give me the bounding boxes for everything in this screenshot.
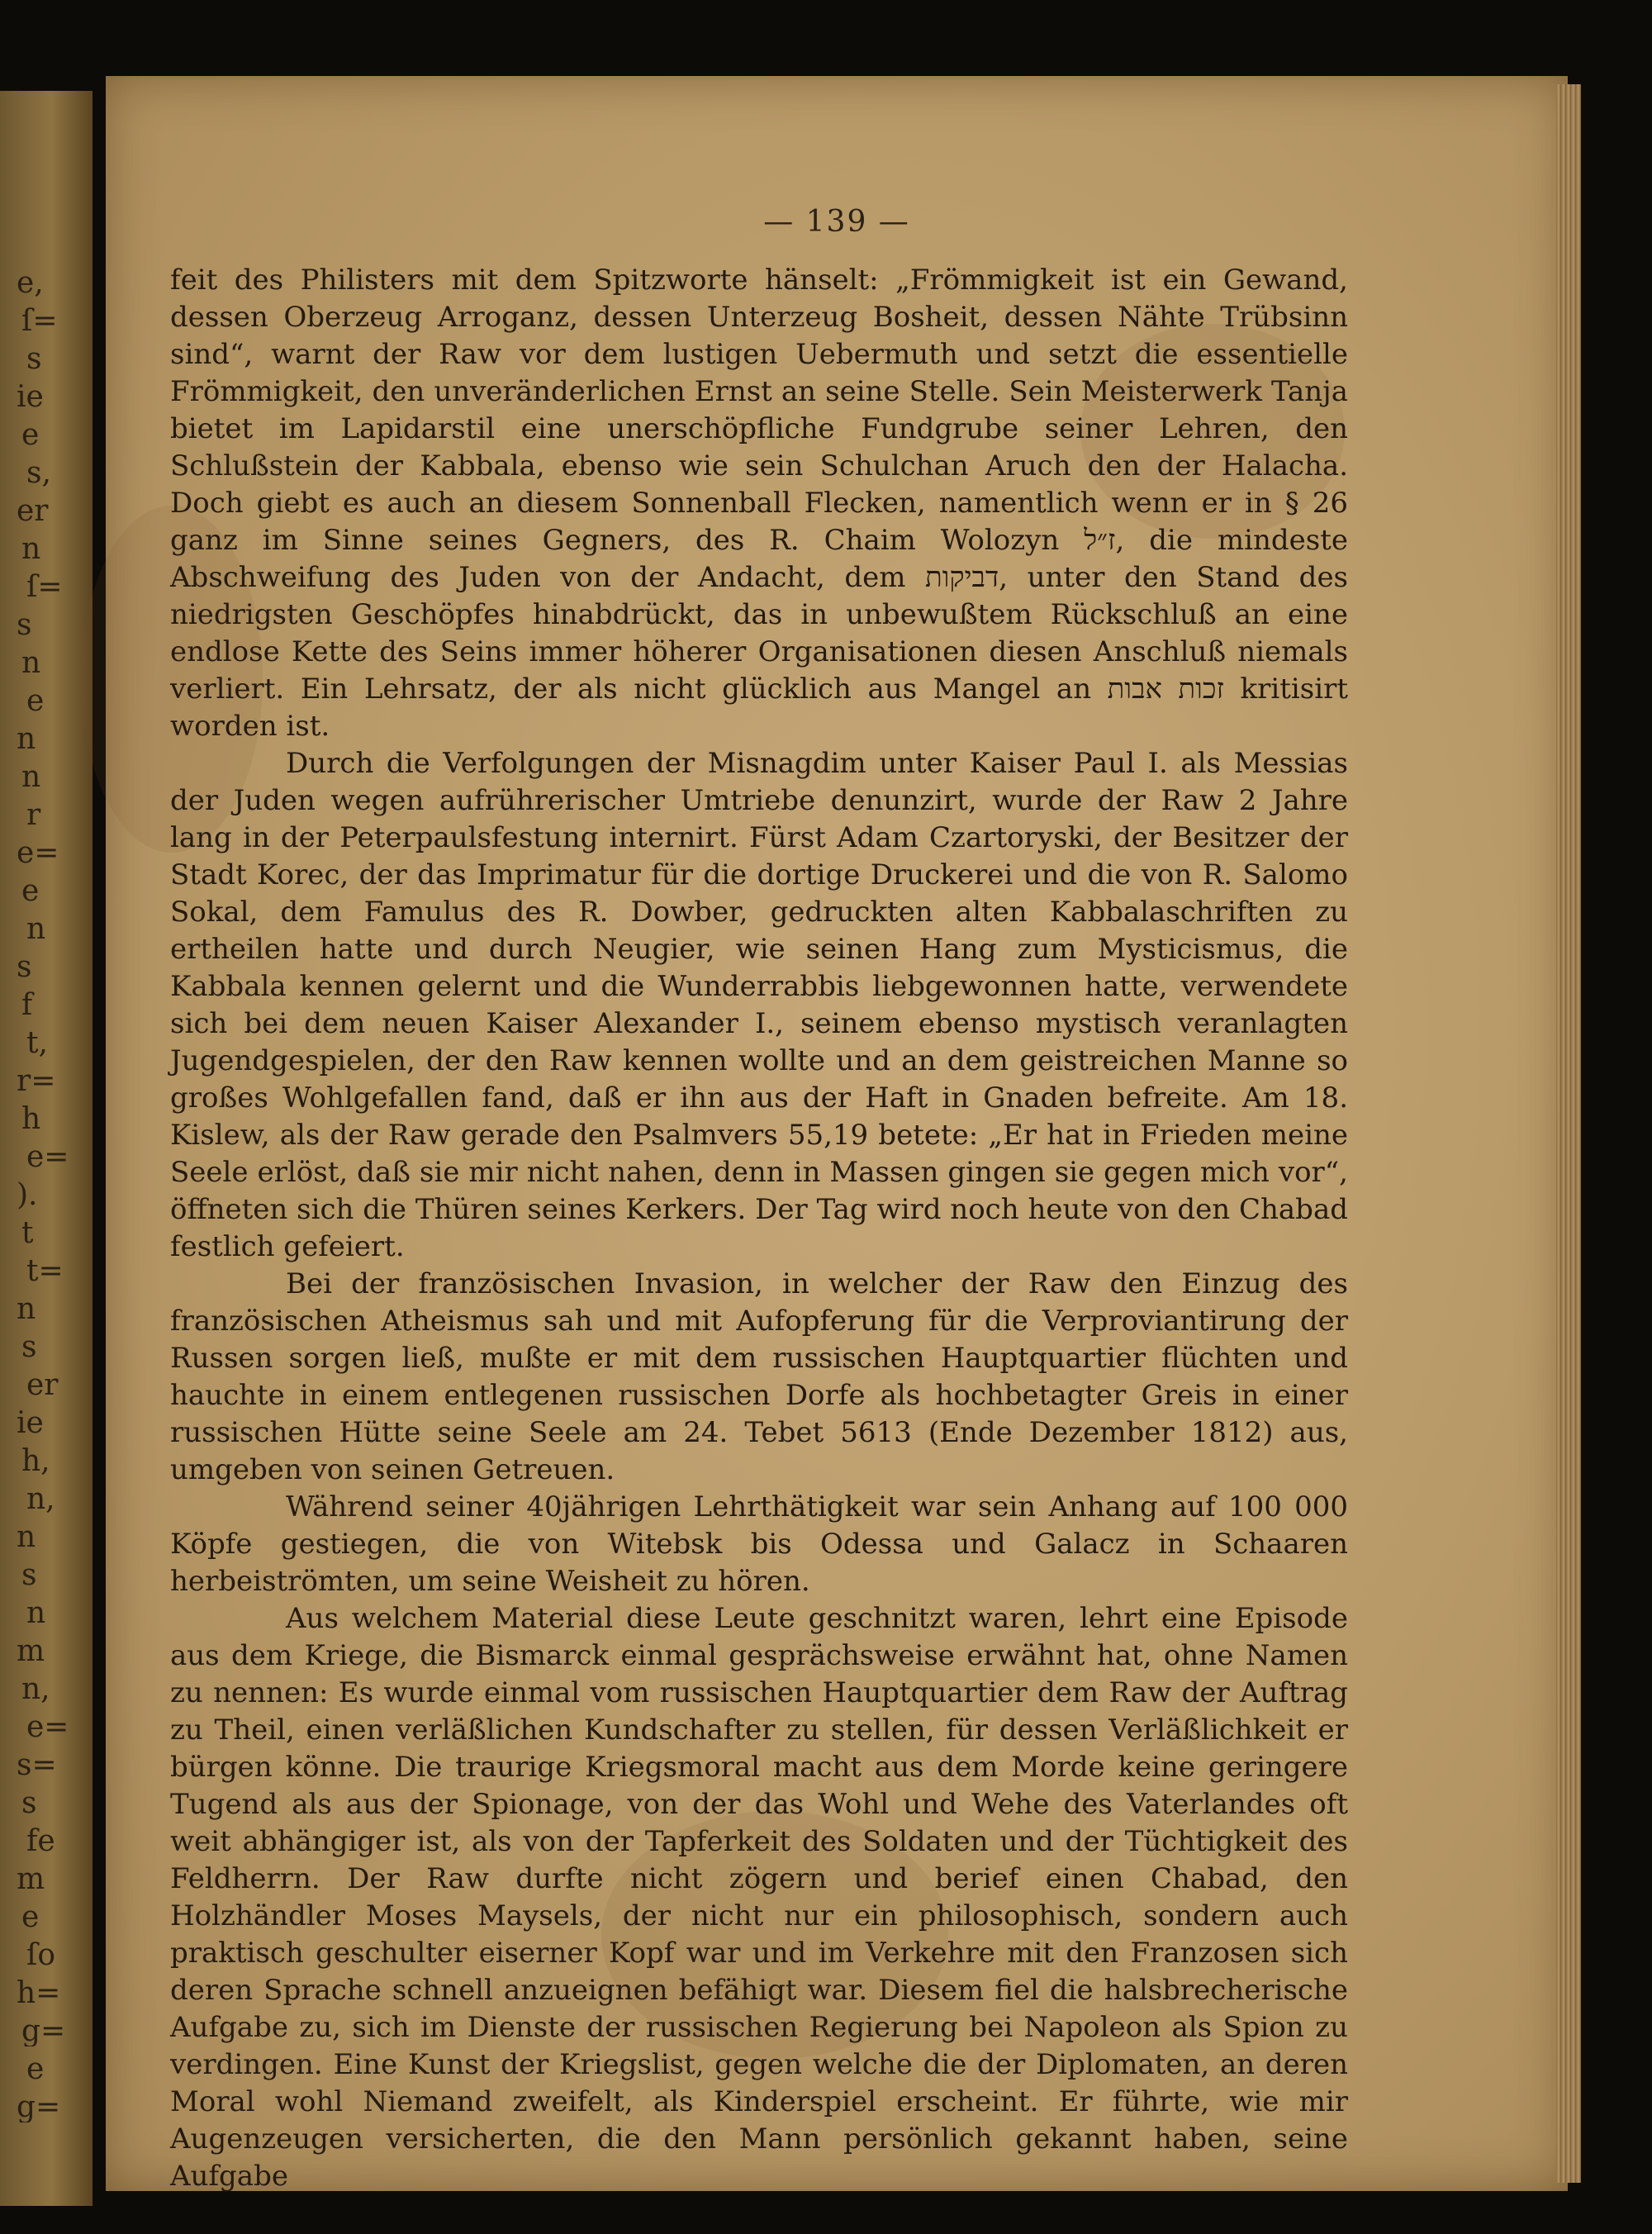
facing-page-fragment: n, (21, 1675, 50, 1704)
facing-page-fragment: h (21, 1105, 41, 1134)
facing-page-fragment: n (21, 535, 41, 564)
facing-page-fragment: t= (26, 1257, 64, 1286)
facing-page-fragment: fe (26, 1827, 55, 1856)
facing-page-fragment: s (17, 611, 32, 640)
paragraph-3: Bei der französischen Invasion, in welcher der Raw den Einzug des französischen Atheismus sah und mit Aufopferung für die Verproviantirung der Russen sorgen ließ, mußte er mit dem russischen Hauptquartier flüchten und hauchte in einem entlegenen russischen Dorfe als hochbetagter Greis in einer russischen Hütte seine Seele am 24. Tebet 5613 (Ende Dezember 1812) aus, umgeben von seinen Getreuen. (170, 1267, 1348, 1486)
facing-page-fragment: n (21, 649, 41, 678)
facing-page-fragment: n (26, 915, 46, 944)
facing-page-fragment: s (21, 1333, 37, 1362)
facing-page-fragment: s (26, 345, 42, 374)
facing-page-fragment: e, (17, 269, 44, 298)
facing-page-fragment: e (21, 421, 40, 450)
book-page (106, 76, 1568, 2191)
facing-page-fragment: e (26, 687, 45, 716)
facing-page-fragment: er (17, 497, 49, 526)
facing-page-fragment: t, (26, 1029, 48, 1058)
facing-page-fragment: e (26, 2055, 45, 2084)
facing-page-fragment: ie (17, 1409, 44, 1438)
facing-page-fragment: g= (17, 2093, 61, 2122)
facing-page-fragment: s (21, 1561, 37, 1590)
facing-page-fragment: n (17, 1523, 36, 1552)
facing-page-fragment: e= (17, 839, 59, 868)
facing-page-fragment: s= (17, 1751, 57, 1780)
facing-page-fragment: s (21, 1789, 37, 1818)
page-edge-stack (1556, 84, 1581, 2183)
facing-page-fragment: h= (17, 1979, 61, 2008)
facing-page-fragment: s, (26, 459, 51, 488)
page-number: — 139 — (763, 205, 910, 239)
facing-page-fragment: n (17, 1295, 36, 1324)
facing-page-fragment: r (26, 801, 41, 830)
facing-page-fragment: f (21, 991, 33, 1020)
facing-page-fragment: ie (17, 383, 44, 412)
facing-page-fragment: ). (17, 1181, 38, 1210)
facing-page-fragment: g= (21, 2017, 66, 2046)
facing-page-fragment: e= (26, 1143, 69, 1172)
body-text (170, 262, 1348, 2195)
facing-page-edge (0, 91, 93, 2206)
facing-page-fragment: h, (21, 1447, 50, 1476)
facing-page-fragment: t (21, 1219, 34, 1248)
facing-page-fragment: ſ= (26, 573, 63, 602)
facing-page-fragment: ſ= (21, 307, 58, 336)
facing-page-fragment: ſo (26, 1941, 55, 1970)
facing-page-fragment: m (17, 1637, 45, 1666)
facing-page-fragment: e= (26, 1713, 69, 1742)
facing-page-fragment: n (17, 725, 36, 754)
facing-page-fragment: n (21, 763, 41, 792)
facing-page-fragment: e (21, 877, 40, 906)
facing-page-fragment: e (21, 1903, 40, 1932)
facing-page-fragment: r= (17, 1067, 56, 1096)
paragraph-2: Durch die Verfolgungen der Misnagdim unter Kaiser Paul I. als Messias der Juden wegen aufrührerischer Umtriebe denunzirt, wurde der Raw 2 Jahre lang in der Peterpaulsfestung internirt. Fürst Adam Czartoryski, der Besitzer der Stadt Korec, der das Imprimatur für die dortige Druckerei und die von R. Salomo Sokal, dem Famulus des R. Dowber, gedruckten alten Kabbalaschriften zu ertheilen hatte und durch Neugier, wie seinen Hang zum Mysticismus, die Kabbala kennen gelernt und die Wunderrabbis liebgewonnen hatte, verwendete sich bei dem neuen Kaiser Alexander I., seinem ebenso mystisch veranlagten Jugendgespielen, der den Raw kennen wollte und an dem geistreichen Manne so großes Wohlgefallen fand, daß er ihn aus der Haft in Gnaden befreite. Am 18. Kislew, als der Raw gerade den Psalmvers 55,19 betete: „Er hat in Frieden meine Seele erlöst, daß sie mir nicht nahen, denn in Massen gingen sie gegen mich vor“, öffneten sich die Thüren seines Kerkers. Der Tag wird noch heute von den Chabad festlich gefeiert. (170, 747, 1348, 1263)
facing-page-fragment: m (17, 1865, 45, 1894)
paragraph-4: Während seiner 40jährigen Lehrthätigkeit war sein Anhang auf 100 000 Köpfe gestiegen, die von Witebsk bis Odessa und Galacz in Schaaren herbeiströmten, um seine Weisheit zu hören. (170, 1490, 1348, 1598)
facing-page-fragment: n (26, 1599, 46, 1628)
paragraph-5: Aus welchem Material diese Leute geschnitzt waren, lehrt eine Episode aus dem Kriege, die Bismarck einmal gesprächsweise erwähnt hat, ohne Namen zu nennen: Es wurde einmal vom russischen Hauptquartier dem Raw der Auftrag zu Theil, einen verläßlichen Kundschafter zu stellen, für dessen Verläßlichkeit er bürgen könne. Die traurige Kriegsmoral macht aus dem Morde keine geringere Tugend als aus der Spionage, von der das Wohl und Wehe des Vaterlandes oft weit abhängiger ist, als von der Tapferkeit des Soldaten und der Tüchtigkeit des Feldherrn. Der Raw durfte nicht zögern und berief einen Chabad, den Holzhändler Moses Maysels, der nicht nur ein philosophisch, sondern auch praktisch geschulter eiserner Kopf war und im Verkehre mit den Franzosen sich deren Sprache schnell anzueignen befähigt war. Diesem fiel die halsbrecherische Aufgabe zu, sich im Dienste der russischen Regierung bei Napoleon als Spion zu verdingen. Eine Kunst der Kriegslist, gegen welche die der Diplomaten, an deren Moral wohl Niemand zweifelt, als Kinderspiel erscheint. Er führte, wie mir Augenzeugen versicherten, die den Mann persönlich gekannt haben, seine Aufgabe (170, 1602, 1348, 2193)
paragraph-1: feit des Philisters mit dem Spitzworte hänselt: „Frömmigkeit ist ein Gewand, dessen Oberzeug Arroganz, dessen Unterzeug Bosheit, dessen Nähte Trübsinn sind“, warnt der Raw vor dem lustigen Uebermuth und setzt die essentielle Frömmigkeit, den unveränderlichen Ernst an seine Stelle. Sein Meisterwerk Tanja bietet im Lapidarstil eine unerschöpfliche Fundgrube seiner Lehren, den Schlußstein der Kabbala, ebenso wie sein Schulchan Aruch den der Halacha. Doch giebt es auch an diesem Sonnenball Flecken, namentlich wenn er in § 26 ganz im Sinne seines Gegners, des R. Chaim Wolozyn ז״ל, die mindeste Abschweifung des Juden von der Andacht, dem דביקות, unter den Stand des niedrigsten Geschöpfes hinabdrückt, das in unbewußtem Rückschluß an eine endlose Kette des Seins immer höherer Organisationen diesen Anschluß niemals verliert. Ein Lehrsatz, der als nicht glücklich aus Mangel an זכות אבות kritisirt worden ist. (170, 264, 1349, 743)
facing-page-fragment: n, (26, 1485, 55, 1514)
facing-page-fragment: s (17, 953, 32, 982)
facing-page-fragment: er (26, 1371, 59, 1400)
